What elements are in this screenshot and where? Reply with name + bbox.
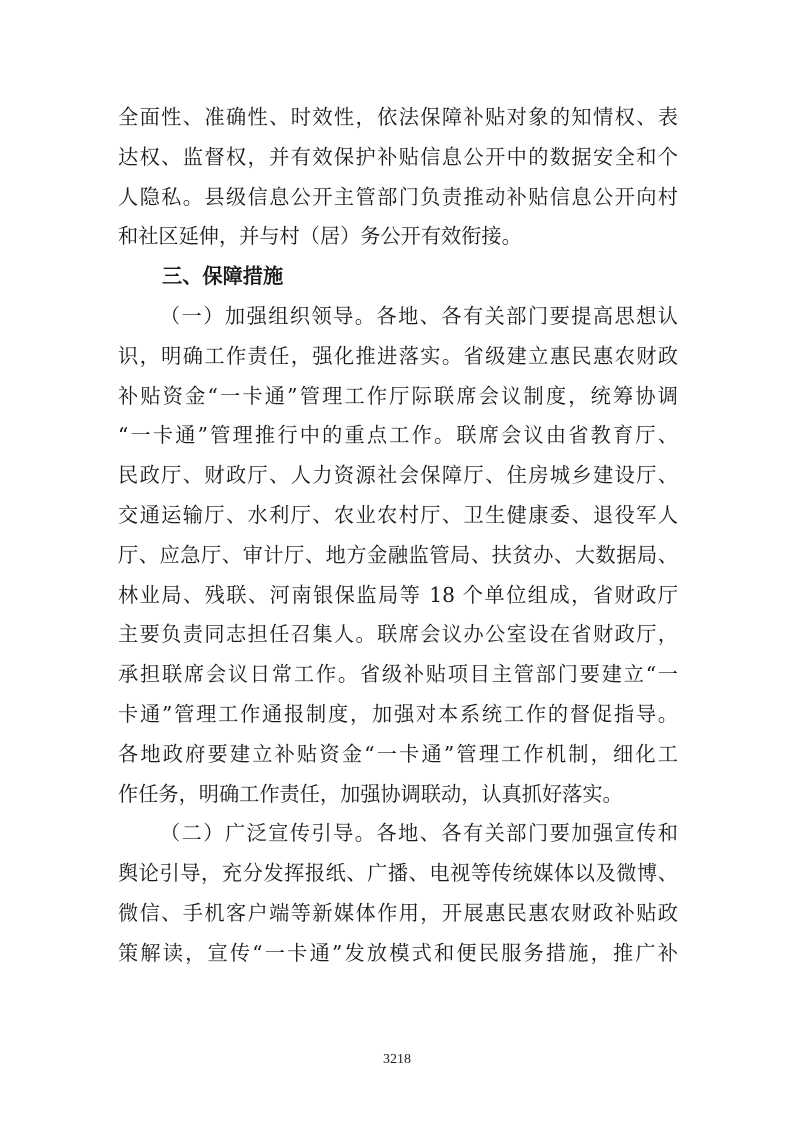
text-line: 补贴资金“一卡通”管理工作厅际联席会议制度，统筹协调 — [118, 383, 678, 408]
text-line: 承担联席会议日常工作。省级补贴项目主管部门要建立“一 — [118, 662, 678, 687]
page-number: 3218 — [383, 1052, 411, 1067]
section-heading: 三、保障措施 — [162, 264, 284, 289]
text-line: 主要负责同志担任召集人。联席会议办公室设在省财政厅， — [118, 622, 678, 647]
text-line: 厅、应急厅、审计厅、地方金融监管局、扶贫办、大数据局、 — [118, 542, 678, 567]
text-line: 交通运输厅、水利厅、农业农村厅、卫生健康委、退役军人 — [118, 502, 678, 527]
text-line: 全面性、准确性、时效性，依法保障补贴对象的知情权、表 — [118, 105, 678, 129]
text-line: 人隐私。县级信息公开主管部门负责推动补贴信息公开向村 — [118, 184, 678, 209]
text-line: 舆论引导，充分发挥报纸、广播、电视等传统媒体以及微博、 — [118, 861, 678, 886]
text-line: 达权、监督权，并有效保护补贴信息公开中的数据安全和个 — [118, 144, 678, 169]
text-line: 林业局、残联、河南银保监局等 18 个单位组成，省财政厅 — [118, 582, 678, 607]
text-line: （二）广泛宣传引导。各地、各有关部门要加强宣传和 — [160, 821, 678, 846]
text-line: 卡通”管理工作通报制度，加强对本系统工作的督促指导。 — [118, 701, 678, 726]
text-line: “一卡通”管理推行中的重点工作。联席会议由省教育厅、 — [118, 423, 678, 448]
text-line: 识，明确工作责任，强化推进落实。省级建立惠民惠农财政 — [118, 343, 678, 368]
text-line: 各地政府要建立补贴资金“一卡通”管理工作机制，细化工 — [118, 741, 678, 766]
text-line: 和社区延伸，并与村（居）务公开有效衔接。 — [118, 224, 522, 249]
text-line: 微信、手机客户端等新媒体作用，开展惠民惠农财政补贴政 — [118, 900, 678, 925]
text-line: （一）加强组织领导。各地、各有关部门要提高思想认 — [160, 303, 678, 328]
text-line: 民政厅、财政厅、人力资源社会保障厅、住房城乡建设厅、 — [118, 463, 678, 488]
text-line: 策解读，宣传“一卡通”发放模式和便民服务措施，推广补 — [118, 940, 678, 965]
document-body — [118, 98, 678, 974]
text-line: 作任务，明确工作责任，加强协调联动，认真抓好落实。 — [118, 781, 623, 806]
